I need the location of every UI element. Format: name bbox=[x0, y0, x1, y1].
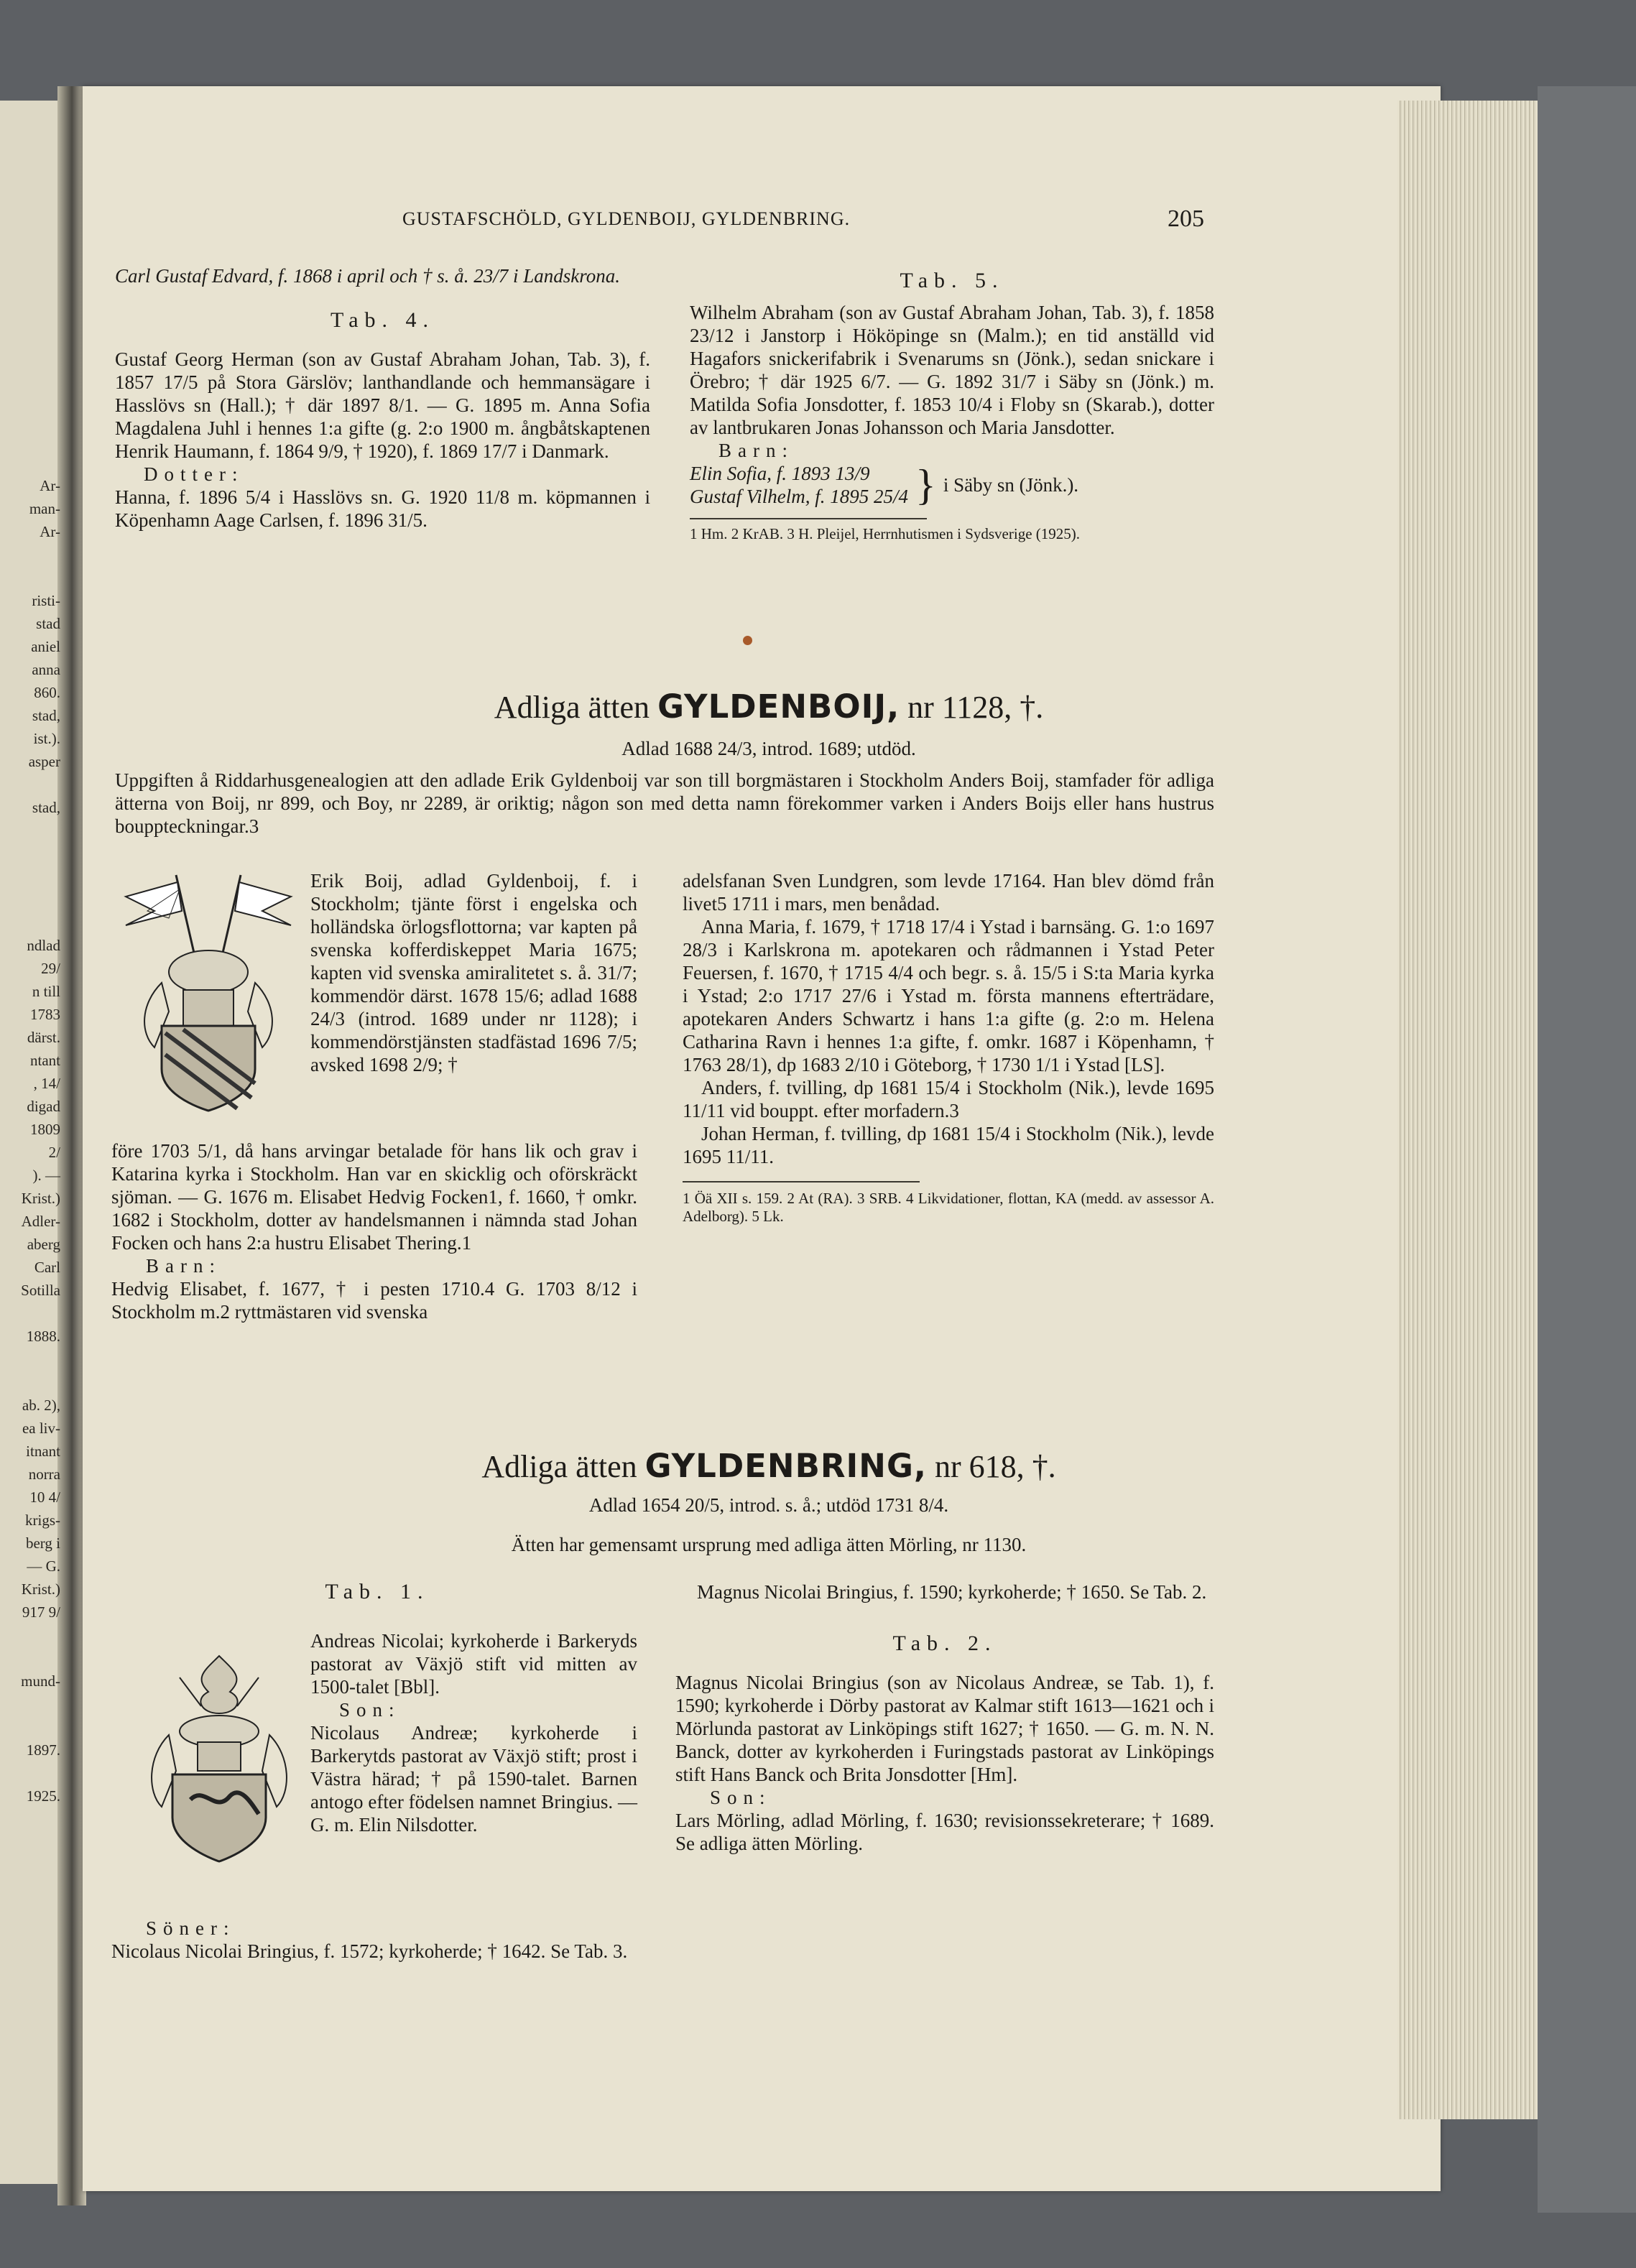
left-page-fragment: stad, bbox=[32, 707, 60, 724]
tab2-title: Tab. 2. bbox=[892, 1631, 997, 1655]
gyldenbring-crest-icon bbox=[137, 1649, 302, 1864]
top-left-column bbox=[115, 264, 650, 532]
tab5-children-label: Barn: bbox=[718, 440, 794, 461]
left-page-fragment: norra bbox=[28, 1466, 60, 1483]
left-page-fragment: aberg bbox=[27, 1236, 60, 1253]
erik-boij-cont: före 1703 5/1, då hans arvingar betalade för hans lik och grav i Katarina kyrka i Stockholm. Han var en skicklig och oförskräckt sjöman. — G. 1676 m. Elisabet Hedvig Focken1, f. 1660, † omkr. 1682 i Stockholm, dotter av handelsmannen i nämnda stad Johan Focken och hans 2:a hustru Elisabet Thering.1 bbox=[111, 1140, 637, 1254]
left-page-fragment: krigs- bbox=[25, 1512, 60, 1529]
left-page-fragment: anna bbox=[32, 661, 60, 678]
left-page-fragment: berg i bbox=[25, 1535, 60, 1552]
footnote-rule bbox=[683, 1181, 920, 1182]
left-page-fragment: aniel bbox=[31, 638, 60, 655]
gyldenbring-tab1-beside bbox=[310, 1629, 637, 1836]
left-page-fragment: 1925. bbox=[26, 1787, 60, 1805]
left-page-fragment: 1809 bbox=[30, 1121, 60, 1138]
tab1-sons: Nicolaus Nicolai Bringius, f. 1572; kyrkoherde; † 1642. Se Tab. 3. bbox=[111, 1940, 628, 1962]
left-page-fragment: digad bbox=[27, 1098, 60, 1115]
left-page-fragment: — G. bbox=[27, 1557, 60, 1575]
gyldenbring-ennobled: Adlad 1654 20/5, introd. s. å.; utdöd 1731 8/4. bbox=[588, 1494, 949, 1516]
erik-boij-beside-crest: Erik Boij, adlad Gyldenboij, f. i Stockholm; tjänte först i engelska och holländska örlogsflottorna; var kapten på svenska kofferdiskeppet Maria 1675; kapten vid svenska amiralitetet s. å. 31/7; kommendör därst. 1678 15/6; adlad 1688 24/3 (introd. 1689 under nr 1128); i kommendörstjänsten stadfästad 1696 7/5; avsked 1698 2/9; † bbox=[310, 870, 637, 1075]
gyldenbring-name: GYLDENBRING, bbox=[644, 1447, 927, 1485]
running-title: GUSTAFSCHÖLD, GYLDENBOIJ, GYLDENBRING. bbox=[402, 208, 851, 229]
anna-maria: Anna Maria, f. 1679, † 1718 17/4 i Ystad i barnsäng. G. 1:o 1697 28/3 i Karlskrona m. apotekaren och rådmannen i Ystad Peter Feuersen, f. 1670, † 1715 4/4 och begr. s. å. 15/5 i S:ta Maria kyrka i Ystad; 2:o 1717 27/6 i Ystad m. första mannens efterträdare, apotekaren Anders Schwartz i hans 1:a gifte (g. 2:o m. Helena Catharina Ravn i hennes 1:a gifte, f. omkr. 1687 i Köpenhamn, † 1763 28/1), dp 1683 2/10 i Göteborg, † 1730 1/1 i Ystad [LS]. bbox=[683, 916, 1214, 1075]
left-page-fragment: ea liv- bbox=[22, 1420, 60, 1437]
lars-morling: Lars Mörling, adlad Mörling, f. 1630; revisionssekreterare; † 1689. Se adliga ätten Mörling. bbox=[675, 1810, 1214, 1854]
left-page-fragment: ). — bbox=[32, 1167, 60, 1184]
left-page-fragment: Krist.) bbox=[21, 1190, 60, 1207]
left-page-fragment: 1783 bbox=[30, 1006, 60, 1023]
left-page-fragment: 10 4/ bbox=[29, 1489, 60, 1506]
gyldenboij-col1-lower bbox=[111, 1139, 637, 1323]
left-page-fragment: asper bbox=[28, 753, 60, 770]
left-page-fragment: stad bbox=[36, 615, 60, 632]
brace: } bbox=[915, 461, 936, 509]
left-page-fragment: Carl bbox=[34, 1259, 60, 1276]
hedvig-elisabet: Hedvig Elisabet, f. 1677, † i pesten 1710.4 G. 1703 8/12 i Stockholm m.2 ryttmästaren vid svenska bbox=[111, 1278, 637, 1323]
tab5-children bbox=[690, 462, 1214, 508]
left-page-fragment: ntant bbox=[30, 1052, 60, 1069]
left-page-fragment: Ar- bbox=[40, 523, 60, 540]
left-page-fragment: n till bbox=[32, 983, 60, 1000]
tab4-text: Gustaf Georg Herman (son av Gustaf Abraham Johan, Tab. 3), f. 1857 17/5 på Stora Gärslöv; lanthandlande och hemmansägare i Hasslövs sn (Hall.); † där 1897 8/1. — G. 1895 m. Anna Sofia Magdalena Juhl i hennes 1:a gifte (g. 2:o 1900 m. ångbåtskaptenen Henrik Haumann, f. 1864 9/9, † 1920), f. 1869 17/7 i Danmark. bbox=[115, 348, 650, 462]
gyldenbring-col2 bbox=[675, 1580, 1214, 1855]
gyldenboij-col2 bbox=[683, 869, 1214, 1226]
left-page-fragment: 917 9/ bbox=[22, 1603, 60, 1621]
gyldenboij-crest-icon bbox=[111, 868, 305, 1112]
left-page-fragment: 1888. bbox=[26, 1328, 60, 1345]
andreas-nicolai: Andreas Nicolai; kyrkoherde i Barkeryds pastorat av Växjö stift vid mitten av 1500-talet [Bbl]. bbox=[310, 1630, 637, 1698]
tab5-text: Wilhelm Abraham (son av Gustaf Abraham Johan, Tab. 3), f. 1858 23/12 i Janstorp i Hököpinge sn (Malm.); en tid anställd vid Hagafors snickerifabrik i Svenarums sn (Jönk.), sedan snickare i Örebro; † där 1925 6/7. — G. 1892 31/7 i Säby sn (Jönk.) m. Matilda Sofia Jonsdotter, f. 1853 10/4 i Floby sn (Skarab.), dotter av lantbrukaren Jonas Johansson och Maria Jansdotter. bbox=[690, 302, 1214, 438]
gyldenbring-common-origin: Ätten har gemensamt ursprung med adliga ätten Mörling, nr 1130. bbox=[511, 1534, 1027, 1555]
anders: Anders, f. tvilling, dp 1681 15/4 i Stockholm (Nik.), levde 1695 11/11 vid bouppt. efter morfadern.3 bbox=[683, 1077, 1214, 1121]
left-page-fragment: Krist.) bbox=[21, 1580, 60, 1598]
tab2-son-label: Son: bbox=[710, 1787, 772, 1808]
tab4-title: Tab. 4. bbox=[330, 308, 435, 332]
gyldenbring-tab1-title: Tab. 1. bbox=[325, 1580, 430, 1603]
left-page-fragment: ab. 2), bbox=[22, 1397, 60, 1414]
page-number: 205 bbox=[1168, 205, 1204, 232]
tab5-child-gustaf: Gustaf Vilhelm, f. 1895 25/4 bbox=[690, 486, 908, 507]
gyldenboij-ennobled: Adlad 1688 24/3, introd. 1689; utdöd. bbox=[621, 738, 916, 759]
johan-herman: Johan Herman, f. tvilling, dp 1681 15/4 i Stockholm (Nik.), levde 1695 11/11. bbox=[683, 1123, 1214, 1167]
left-page-fragment: stad, bbox=[32, 799, 60, 816]
tab5-footnote: 1 Hm. 2 KrAB. 3 H. Pleijel, Herrnhutismen i Sydsverige (1925). bbox=[690, 525, 1081, 542]
tab5-child-elin: Elin Sofia, f. 1893 13/9 bbox=[690, 463, 870, 484]
left-page-fragment: därst. bbox=[27, 1029, 60, 1046]
top-right-column bbox=[690, 269, 1214, 543]
paper-spot bbox=[743, 636, 752, 645]
gyldenbring-title: Adliga ätten GYLDENBRING, nr 618, †. bbox=[481, 1447, 1056, 1485]
nicolaus-andreae: Nicolaus Andreæ; kyrkoherde i Barkerytds pastorat av Växjö stift; prost i Västra härad; † på 1590-talet. Barnen antogo efter födelsen namnet Bringius. — G. m. Elin Nilsdotter. bbox=[310, 1722, 637, 1836]
tab5-title: Tab. 5. bbox=[900, 269, 1004, 292]
footnote-rule bbox=[690, 518, 927, 519]
left-page-fragment: 29/ bbox=[41, 960, 60, 977]
book-gutter bbox=[57, 86, 86, 2205]
left-page-fragment: , 14/ bbox=[33, 1075, 60, 1092]
left-page-fragment: mund- bbox=[21, 1672, 60, 1690]
gyldenboij-intro: Uppgiften å Riddarhusgenealogien att den adlade Erik Gyldenboij var son till borgmästaren i Stockholm Anders Boij, stamfader för adliga ätterna von Boij, nr 899, och Boy, nr 2289, är oriktig; någon son med detta namn förekommer varken i Anders Boijs eller hans hustrus bouppteckningar.3 bbox=[115, 769, 1214, 837]
left-page-fragment: Sotilla bbox=[21, 1282, 60, 1299]
left-page-fragment: 860. bbox=[34, 684, 60, 701]
tab1-son-label: Son: bbox=[339, 1699, 401, 1721]
tab5-children-place: i Säby sn (Jönk.). bbox=[943, 474, 1079, 496]
gyldenboij-name: GYLDENBOIJ, bbox=[657, 688, 900, 726]
left-page-fragment: man- bbox=[29, 500, 60, 517]
tab1-sons-label: Söner: bbox=[146, 1917, 236, 1939]
gyldenboij-title: Adliga ätten GYLDENBOIJ, nr 1128, †. bbox=[494, 688, 1044, 726]
tab4-children-label: Dotter: bbox=[144, 463, 244, 485]
left-page-fragment: Ar- bbox=[40, 477, 60, 494]
col2-lundgren: adelsfanan Sven Lundgren, som levde 17164. Han blev dömd från livet5 1711 i mars, men benådad. bbox=[683, 870, 1214, 915]
tab4-child: Hanna, f. 1896 5/4 i Hasslövs sn. G. 1920 11/8 m. köpmannen i Köpenhamn Aage Carlsen, f. 1896 31/5. bbox=[115, 486, 650, 531]
gyldenboij-children-label: Barn: bbox=[146, 1255, 221, 1277]
left-page-fragment: Adler- bbox=[21, 1213, 60, 1230]
left-page-fragment: ndlad bbox=[27, 937, 60, 954]
gyldenboij-footnote: 1 Öä XII s. 159. 2 At (RA). 3 SRB. 4 Likvidationer, flottan, KA (medd. av assessor A. Adelborg). 5 Lk. bbox=[683, 1190, 1214, 1225]
left-page-fragment: risti- bbox=[32, 592, 60, 609]
left-page-fragment: ist.). bbox=[33, 730, 60, 747]
left-page-fragment: 1897. bbox=[26, 1741, 60, 1759]
carl-gustaf-edvard: Carl Gustaf Edvard, f. 1868 i april och † s. å. 23/7 i Landskrona. bbox=[115, 265, 621, 287]
magnus-summary: Magnus Nicolai Bringius, f. 1590; kyrkoherde; † 1650. Se Tab. 2. bbox=[697, 1581, 1207, 1603]
gyldenbring-tab1-lower bbox=[111, 1917, 637, 1963]
left-page-fragment: 2/ bbox=[48, 1144, 60, 1161]
book-cover bbox=[1538, 86, 1636, 2213]
left-page-fragment: itnant bbox=[26, 1443, 60, 1460]
tab2-text: Magnus Nicolai Bringius (son av Nicolaus Andreæ, se Tab. 1), f. 1590; kyrkoherde i Dörby pastorat av Kalmar stift 1613—1621 och i Mörlunda pastorat av Linköpings stift 1627; † 1650. — G. m. N. N. Banck, dotter av kyrkoherden i Furingstads pastorat av Linköpings stift Hans Banck och Brita Jonsdotter [Hm]. bbox=[675, 1672, 1214, 1785]
page-edges bbox=[1397, 101, 1541, 2119]
